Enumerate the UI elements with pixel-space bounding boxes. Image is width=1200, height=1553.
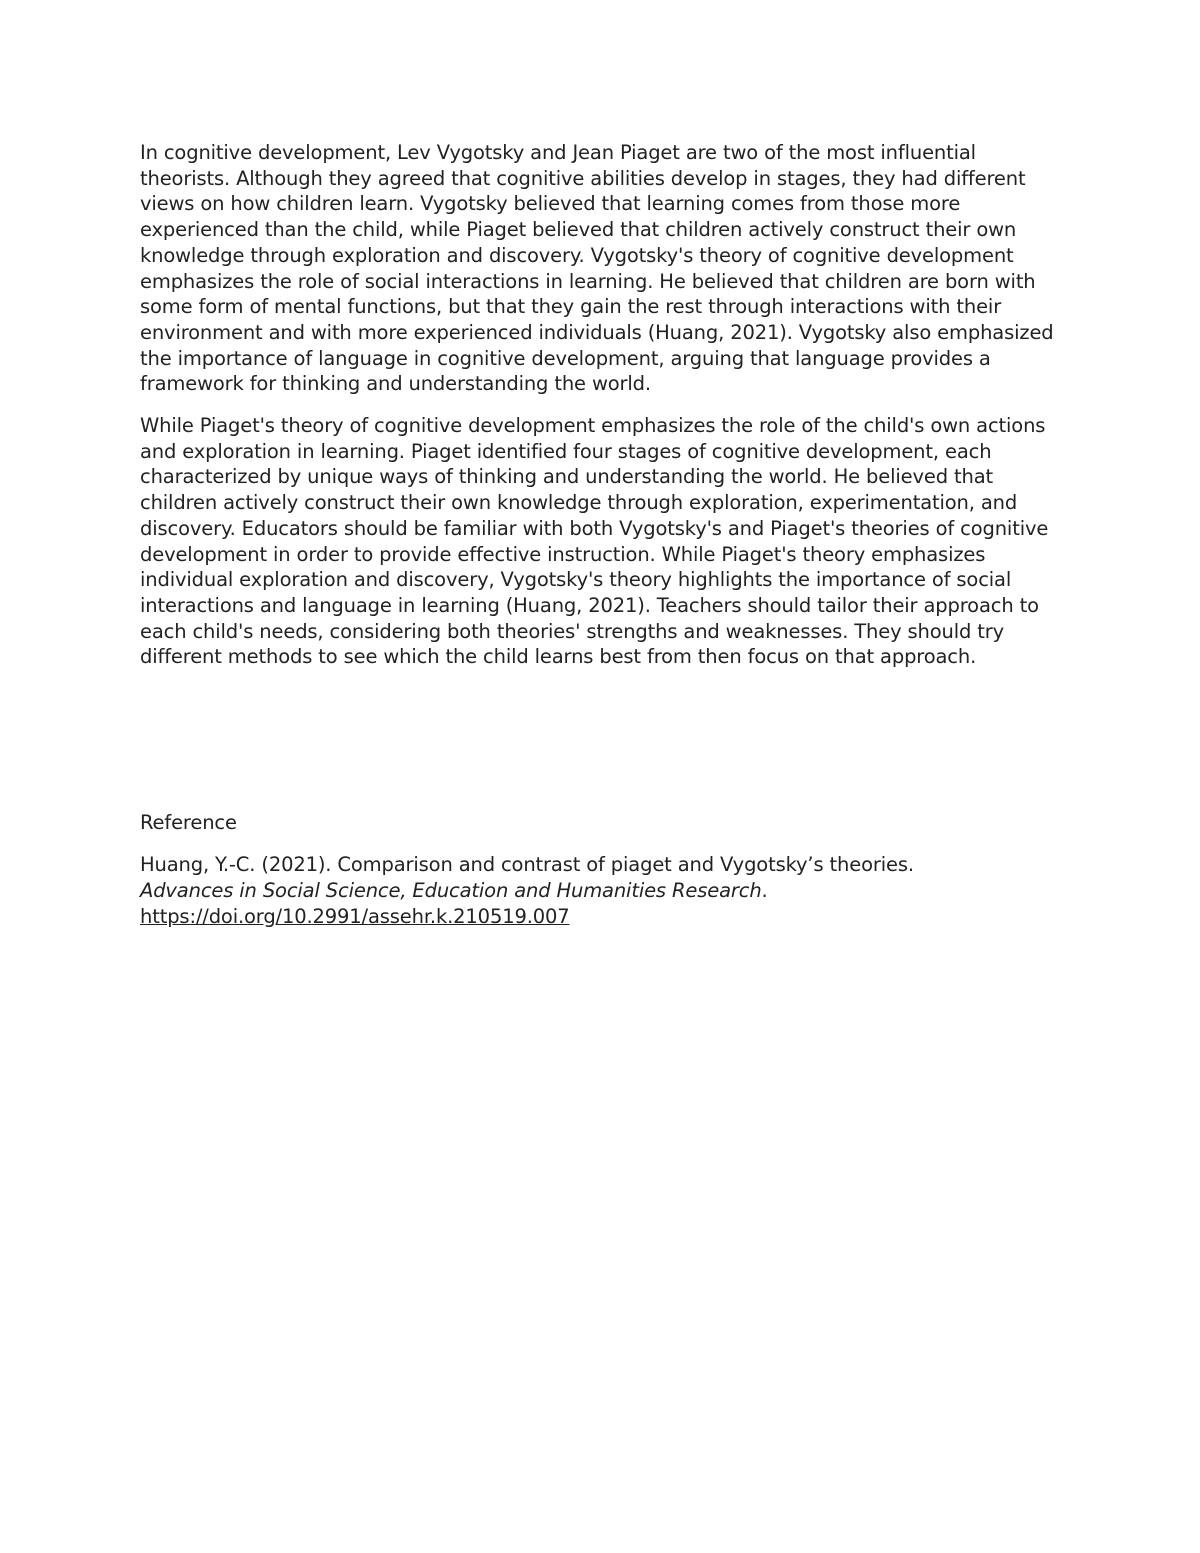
body-paragraph-1: In cognitive development, Lev Vygotsky and Jean Piaget are two of the most influential theorists. Although they agreed that cognitive abilities develop in stages, they had different views on how children learn. Vygotsky believed that learning comes from those more experienced than the child, while Piaget believed that children actively construct their own knowledge through exploration and discovery. Vygotsky's theory of cognitive development emphasizes the role of social interactions in learning. He believed that children are born with some form of mental functions, but that they gain the rest through interactions with their environment and with more experienced individuals (Huang, 2021). Vygotsky also emphasized the importance of language in cognitive development, arguing that language provides a framework for thinking and understanding the world.: [140, 141, 1054, 396]
document-body: [140, 140, 1060, 670]
reference-heading: Reference: [140, 811, 237, 834]
citation-journal-suffix: .: [761, 879, 768, 902]
citation-doi-link[interactable]: https://doi.org/10.2991/assehr.k.210519.007: [140, 905, 570, 928]
citation-journal: Advances in Social Science, Education and Humanities Research: [140, 879, 762, 902]
body-paragraph-2: While Piaget's theory of cognitive development emphasizes the role of the child's own actions and exploration in learning. Piaget identified four stages of cognitive development, each characterized by unique ways of thinking and understanding the world. He believed that children actively construct their own knowledge through exploration, experimentation, and discovery. Educators should be familiar with both Vygotsky's and Piaget's theories of cognitive development in order to provide effective instruction. While Piaget's theory emphasizes individual exploration and discovery, Vygotsky's theory highlights the importance of social interactions and language in learning (Huang, 2021). Teachers should tailor their approach to each child's needs, considering both theories' strengths and weaknesses. They should try different methods to see which the child learns best from then focus on that approach.: [140, 414, 1049, 669]
reference-citation: [140, 852, 1060, 930]
citation-authors-title: Huang, Y.-C. (2021). Comparison and contrast of piaget and Vygotsky’s theories.: [140, 853, 914, 876]
